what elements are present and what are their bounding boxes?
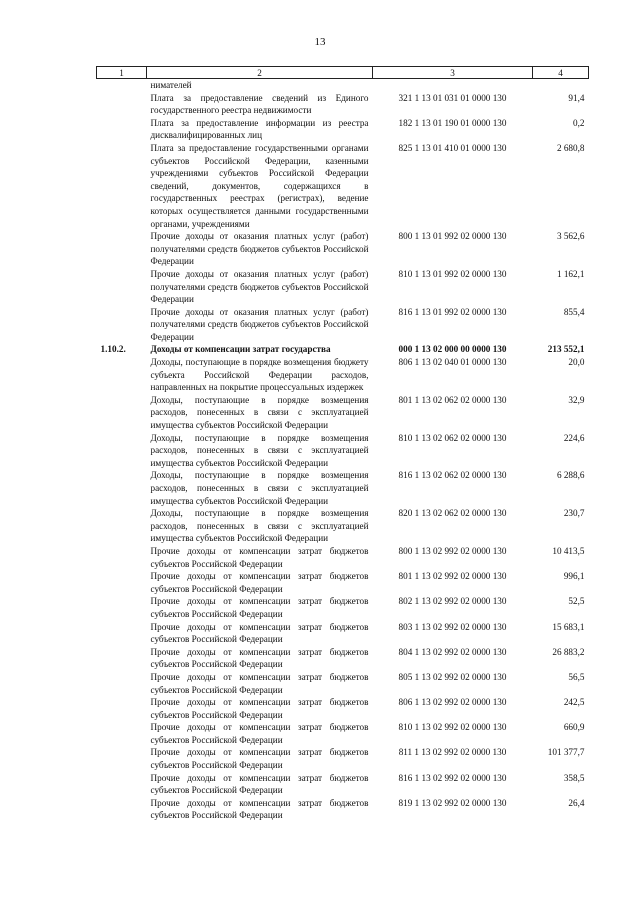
row-code-cell: 806 1 13 02 992 02 0000 130 bbox=[398, 697, 507, 708]
table-row bbox=[97, 432, 589, 470]
row-number-cell bbox=[97, 356, 147, 394]
row-number-cell bbox=[97, 92, 147, 117]
row-code-cell: 800 1 13 02 992 02 0000 130 bbox=[398, 545, 507, 556]
row-amount-cell: 52,5 bbox=[568, 596, 585, 607]
column-header-1: 1 bbox=[97, 67, 147, 79]
table-row bbox=[97, 545, 589, 570]
row-amount-cell bbox=[533, 79, 589, 92]
revenue-table bbox=[96, 66, 589, 822]
row-number-cell bbox=[97, 646, 147, 671]
row-code-cell: 820 1 13 02 062 02 0000 130 bbox=[398, 508, 507, 519]
table-row bbox=[97, 268, 589, 306]
row-description-cell: Прочие доходы от компенсации затрат бюджетов субъектов Российской Федерации bbox=[150, 596, 369, 619]
table-row bbox=[97, 671, 589, 696]
row-description-cell: Прочие доходы от компенсации затрат бюджетов субъектов Российской Федерации bbox=[150, 545, 369, 569]
row-number-cell bbox=[97, 230, 147, 268]
row-number-cell bbox=[97, 117, 147, 142]
table-row bbox=[97, 595, 589, 620]
table-row bbox=[97, 92, 589, 117]
row-code-cell: 819 1 13 02 992 02 0000 130 bbox=[398, 797, 507, 808]
row-code-cell: 806 1 13 02 040 01 0000 130 bbox=[398, 357, 507, 368]
row-code-cell: 801 1 13 02 992 02 0000 130 bbox=[398, 571, 507, 582]
row-description-cell: Доходы, поступающие в порядке возмещения расходов, понесенных в связи с эксплуатацией имущества субъектов Российской Федерации bbox=[150, 432, 369, 468]
row-description-cell: Прочие доходы от компенсации затрат бюджетов субъектов Российской Федерации bbox=[150, 697, 369, 720]
row-code-cell: 800 1 13 01 992 02 0000 130 bbox=[398, 231, 507, 242]
table-header-row bbox=[97, 67, 589, 79]
row-amount-cell: 20,0 bbox=[568, 357, 585, 368]
table-row bbox=[97, 721, 589, 746]
row-amount-cell: 213 552,1 bbox=[547, 344, 585, 355]
row-amount-cell: 224,6 bbox=[563, 432, 585, 443]
row-code-cell: 805 1 13 02 992 02 0000 130 bbox=[398, 671, 507, 682]
table-body bbox=[97, 79, 589, 823]
row-code-cell bbox=[373, 79, 533, 92]
row-amount-cell: 230,7 bbox=[563, 508, 585, 519]
row-number-cell bbox=[97, 696, 147, 721]
row-amount-cell: 6 288,6 bbox=[556, 470, 585, 481]
table-row bbox=[97, 621, 589, 646]
row-description-cell: Плата за предоставление информации из реестра дисквалифицированных лиц bbox=[150, 117, 369, 141]
row-code-cell: 811 1 13 02 992 02 0000 130 bbox=[398, 747, 507, 758]
table-row bbox=[97, 142, 589, 230]
row-amount-cell: 56,5 bbox=[568, 671, 585, 682]
row-description-cell: Доходы, поступающие в порядке возмещения бюджету субъекта Российской Федерации расходов, направленных на покрытие процессуальных издержек bbox=[150, 357, 369, 393]
row-number-cell bbox=[97, 746, 147, 771]
row-code-cell: 000 1 13 02 000 00 0000 130 bbox=[398, 344, 507, 355]
row-number-cell: 1.10.2. bbox=[100, 344, 126, 355]
row-description-cell: Доходы, поступающие в порядке возмещения расходов, понесенных в связи с эксплуатацией имущества субъектов Российской Федерации bbox=[150, 508, 369, 544]
column-header-3: 3 bbox=[373, 67, 533, 79]
row-code-cell: 803 1 13 02 992 02 0000 130 bbox=[398, 621, 507, 632]
row-number-cell bbox=[97, 268, 147, 306]
row-description-cell: Прочие доходы от компенсации затрат бюджетов субъектов Российской Федерации bbox=[150, 646, 369, 670]
row-number-cell bbox=[97, 595, 147, 620]
row-description-cell: Прочие доходы от оказания платных услуг (работ) получателями средств бюджетов субъектов Российской Федерации bbox=[150, 231, 369, 267]
row-number-cell bbox=[97, 142, 147, 230]
table-row bbox=[97, 117, 589, 142]
row-amount-cell: 101 377,7 bbox=[547, 747, 585, 758]
table-row bbox=[97, 646, 589, 671]
row-amount-cell: 26,4 bbox=[568, 797, 585, 808]
page-number: 13 bbox=[314, 36, 326, 48]
row-code-cell: 810 1 13 01 992 02 0000 130 bbox=[398, 268, 507, 279]
row-amount-cell: 1 162,1 bbox=[556, 268, 585, 279]
row-description-cell: Доходы от компенсации затрат государства bbox=[150, 344, 331, 355]
row-description-cell: Плата за предоставление государственными органами субъектов Российской Федерации, казенными учреждениями субъектов Российской Федерации сведений, документов, содержащихся в государственных реестрах (регистрах), ведение которых осуществляется данными государственными органами, учреждениями bbox=[150, 142, 369, 229]
row-number-cell bbox=[97, 79, 147, 92]
row-description-cell: нимателей bbox=[150, 80, 192, 90]
row-description-cell: Доходы, поступающие в порядке возмещения расходов, понесенных в связи с эксплуатацией имущества субъектов Российской Федерации bbox=[150, 394, 369, 431]
row-number-cell bbox=[97, 797, 147, 822]
row-description-cell: Доходы, поступающие в порядке возмещения расходов, понесенных в связи с эксплуатацией имущества субъектов Российской Федерации bbox=[150, 470, 369, 506]
row-amount-cell: 3 562,6 bbox=[556, 231, 585, 242]
table-row bbox=[97, 230, 589, 268]
table-row bbox=[97, 394, 589, 432]
row-code-cell: 816 1 13 01 992 02 0000 130 bbox=[398, 306, 507, 317]
row-number-cell bbox=[97, 394, 147, 432]
row-number-cell bbox=[97, 570, 147, 595]
table-row bbox=[97, 696, 589, 721]
column-header-4: 4 bbox=[533, 67, 589, 79]
row-code-cell: 802 1 13 02 992 02 0000 130 bbox=[398, 596, 507, 607]
row-description-cell: Прочие доходы от компенсации затрат бюджетов субъектов Российской Федерации bbox=[150, 571, 369, 594]
row-number-cell bbox=[97, 772, 147, 797]
row-code-cell: 816 1 13 02 992 02 0000 130 bbox=[398, 772, 507, 783]
row-amount-cell: 32,9 bbox=[568, 394, 585, 405]
row-amount-cell: 91,4 bbox=[568, 92, 585, 103]
row-amount-cell: 0,2 bbox=[573, 117, 585, 128]
row-code-cell: 182 1 13 01 190 01 0000 130 bbox=[398, 117, 507, 128]
table-row bbox=[97, 469, 589, 507]
row-code-cell: 804 1 13 02 992 02 0000 130 bbox=[398, 646, 507, 657]
row-amount-cell: 26 883,2 bbox=[552, 646, 585, 657]
row-code-cell: 816 1 13 02 062 02 0000 130 bbox=[398, 470, 507, 481]
row-number-cell bbox=[97, 545, 147, 570]
row-description-cell: Плата за предоставление сведений из Единого государственного реестра недвижимости bbox=[150, 92, 369, 116]
row-number-cell bbox=[97, 469, 147, 507]
row-description-cell: Прочие доходы от оказания платных услуг (работ) получателями средств бюджетов субъектов Российской Федерации bbox=[150, 268, 369, 305]
row-description-cell: Прочие доходы от оказания платных услуг (работ) получателями средств бюджетов субъектов Российской Федерации bbox=[150, 306, 369, 342]
table-row bbox=[97, 746, 589, 771]
row-code-cell: 810 1 13 02 992 02 0000 130 bbox=[398, 722, 507, 733]
row-number-cell bbox=[97, 721, 147, 746]
row-amount-cell: 242,5 bbox=[563, 697, 585, 708]
row-description-cell: Прочие доходы от компенсации затрат бюджетов субъектов Российской Федерации bbox=[150, 797, 369, 821]
row-code-cell: 810 1 13 02 062 02 0000 130 bbox=[398, 432, 507, 443]
row-description-cell: Прочие доходы от компенсации затрат бюджетов субъектов Российской Федерации bbox=[150, 772, 369, 796]
row-amount-cell: 15 683,1 bbox=[552, 621, 585, 632]
row-description-cell: Прочие доходы от компенсации затрат бюджетов субъектов Российской Федерации bbox=[150, 722, 369, 745]
table-row bbox=[97, 797, 589, 822]
row-number-cell bbox=[97, 621, 147, 646]
row-amount-cell: 996,1 bbox=[563, 571, 585, 582]
table-row bbox=[97, 570, 589, 595]
table-row bbox=[97, 343, 589, 356]
row-description-cell: Прочие доходы от компенсации затрат бюджетов субъектов Российской Федерации bbox=[150, 671, 369, 695]
row-amount-cell: 855,4 bbox=[563, 306, 585, 317]
row-number-cell bbox=[97, 671, 147, 696]
row-description-cell: Прочие доходы от компенсации затрат бюджетов субъектов Российской Федерации bbox=[150, 621, 369, 645]
table-row bbox=[97, 356, 589, 394]
table-row bbox=[97, 306, 589, 344]
row-amount-cell: 10 413,5 bbox=[552, 545, 585, 556]
column-header-2: 2 bbox=[147, 67, 373, 79]
table-row bbox=[97, 772, 589, 797]
table-row bbox=[97, 79, 589, 92]
row-number-cell bbox=[97, 432, 147, 470]
row-code-cell: 825 1 13 01 410 01 0000 130 bbox=[398, 142, 507, 153]
row-amount-cell: 2 680,8 bbox=[556, 142, 585, 153]
row-code-cell: 801 1 13 02 062 02 0000 130 bbox=[398, 394, 507, 405]
row-amount-cell: 660,9 bbox=[563, 722, 585, 733]
table-row bbox=[97, 507, 589, 545]
row-amount-cell: 358,5 bbox=[563, 772, 585, 783]
row-number-cell bbox=[97, 306, 147, 344]
row-number-cell bbox=[97, 507, 147, 545]
row-description-cell: Прочие доходы от компенсации затрат бюджетов субъектов Российской Федерации bbox=[150, 747, 369, 771]
row-code-cell: 321 1 13 01 031 01 0000 130 bbox=[398, 92, 507, 103]
